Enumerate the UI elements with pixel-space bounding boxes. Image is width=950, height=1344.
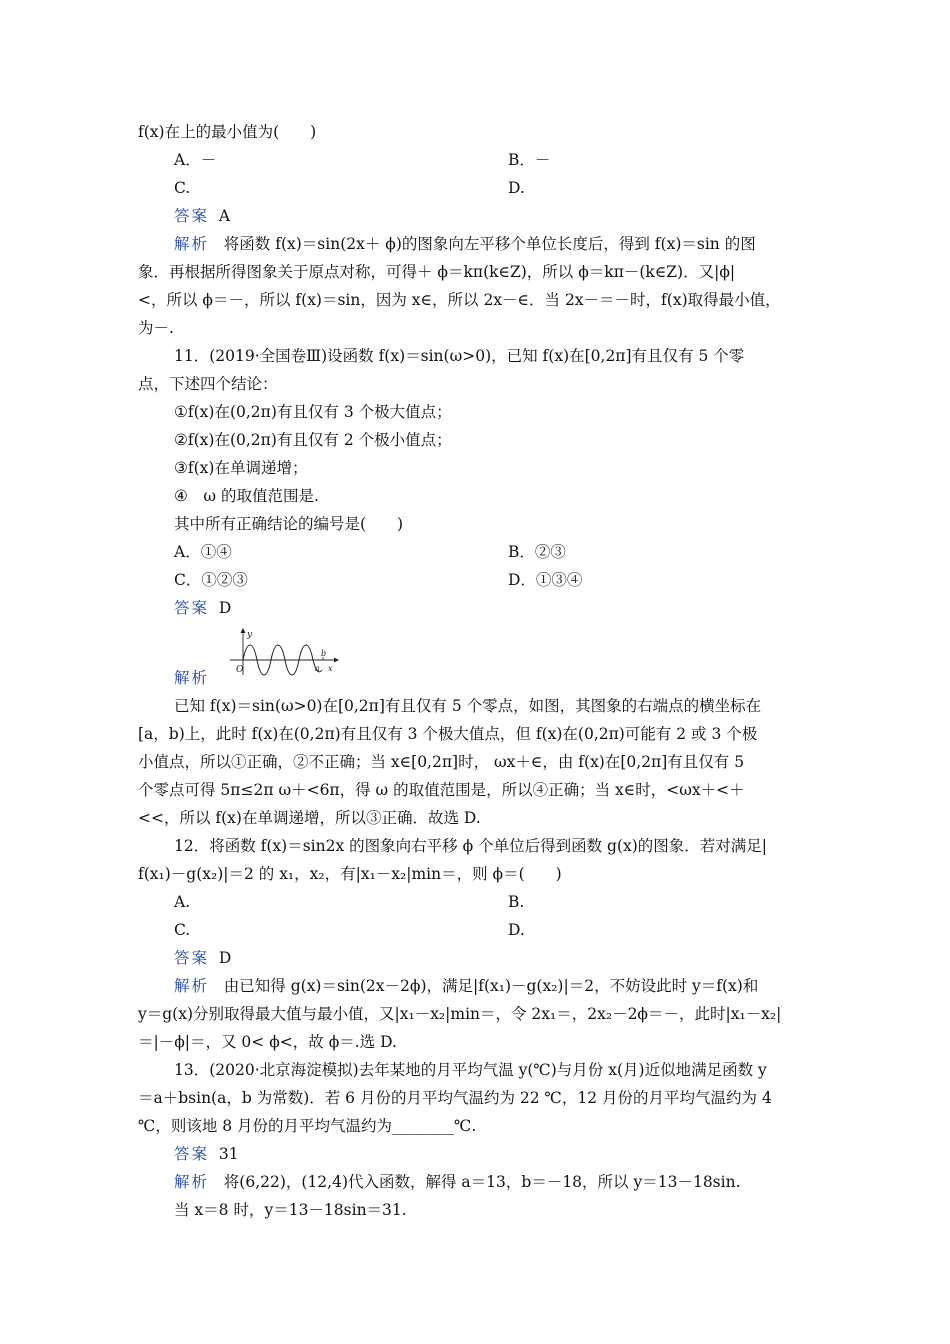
option-c: C. (174, 921, 191, 939)
statement-1: ①f(x)在(0,2π)有且仅有 3 个极大值点； (174, 403, 452, 421)
text-line: 象．再根据所得图象关于原点对称，可得＋ ϕ＝kπ(k∈Z)，所以 ϕ＝kπ－(k∈Z)．又|ϕ| (138, 263, 736, 281)
analysis-label: 解析 (174, 235, 210, 253)
text-line: 点，下述四个结论： (138, 375, 278, 393)
answer-label: 答案 (174, 599, 210, 617)
analysis-text: 将函数 f(x)＝sin(2x＋ ϕ)的图象向左平移个单位长度后，得到 f(x)＝sin 的图 (223, 235, 756, 253)
answer-line (174, 205, 230, 227)
x-axis-label: x (328, 664, 333, 673)
text-line: y＝g(x)分别取得最大值与最小值，又|x₁－x₂|min＝，令 2x₁＝，2x₂－2ϕ＝－，此时|x₁－x₂| (138, 1005, 782, 1023)
option-d: D．①③④ (508, 571, 583, 589)
origin-label: O (236, 665, 244, 675)
option-a: A. (174, 893, 191, 911)
option-a: A．－ (174, 151, 217, 169)
text-line: 已知 f(x)＝sin(ω>0)在[0,2π]有且仅有 5 个零点，如图，其图象的右端点的横坐标在 (174, 697, 762, 715)
text-line: [a，b)上，此时 f(x)在(0,2π)有且仅有 3 个极大值点，但 f(x)在(0,2π)可能有 2 或 3 个极 (138, 725, 758, 743)
text-line: 为－. (138, 319, 174, 337)
answer-line (174, 947, 231, 969)
text-line: <<，所以 f(x)在单调递增，所以③正确．故选 D. (138, 809, 481, 827)
sine-graph (230, 627, 340, 677)
analysis-label: 解析 (174, 977, 210, 995)
statement-4: ④ ω 的取值范围是. (174, 487, 319, 505)
statement-3: ③f(x)在单调递增； (174, 459, 308, 477)
y-axis-label: y (247, 630, 253, 640)
point-a-label: a (315, 664, 320, 673)
answer-label: 答案 (174, 1145, 210, 1163)
question-13: 13．(2020·北京海淀模拟)去年某地的月平均气温 y(℃)与月份 x(月)近似地满足函数 y (174, 1061, 767, 1079)
point-b-label: b (321, 649, 327, 658)
answer-label: 答案 (174, 949, 210, 967)
text-line: <，所以 ϕ＝－，所以 f(x)＝sin，因为 x∈，所以 2x－∈．当 2x－＝－时，f(x)取得最小值， (138, 291, 781, 309)
text-line: f(x)在上的最小值为( ) (138, 123, 317, 141)
answer-label: 答案 (174, 207, 210, 225)
answer-line (174, 597, 231, 619)
option-b: B. (508, 893, 525, 911)
text-line: 个零点可得 5π≤2π ω＋<6π，得 ω 的取值范围是，所以④正确；当 x∈时，<ωx＋<＋ (138, 781, 745, 799)
analysis-line (174, 975, 758, 997)
analysis-line (174, 667, 209, 689)
statement-2: ②f(x)在(0,2π)有且仅有 2 个极小值点； (174, 431, 452, 449)
text-line: 当 x＝8 时，y＝13－18sin＝31. (174, 1201, 407, 1219)
option-d: D. (508, 179, 525, 197)
analysis-label: 解析 (174, 669, 210, 687)
text-line: 其中所有正确结论的编号是( ) (174, 515, 404, 533)
analysis-text: 由已知得 g(x)＝sin(2x－2ϕ)，满足|f(x₁)－g(x₂)|＝2，不妨设此时 y＝f(x)和 (223, 977, 759, 995)
option-b: B．－ (508, 151, 551, 169)
option-c: C. (174, 179, 191, 197)
question-12: 12．将函数 f(x)＝sin2x 的图象向右平移 ϕ 个单位后得到函数 g(x)的图象．若对满足| (174, 837, 767, 855)
y-axis-arrow (241, 628, 246, 633)
answer-line (174, 1143, 239, 1165)
analysis-line (174, 1171, 741, 1193)
answer-value: D (218, 599, 232, 617)
answer-value: D (218, 949, 232, 967)
option-b: B．②③ (508, 543, 566, 561)
option-a: A．①④ (174, 543, 232, 561)
text-line: ℃，则该地 8 月份的月平均气温约为________℃. (138, 1117, 477, 1135)
analysis-line (174, 233, 756, 255)
text-line: ＝|－ϕ|＝，又 0< ϕ<，故 ϕ＝.选 D. (138, 1033, 397, 1051)
analysis-label: 解析 (174, 1173, 210, 1191)
option-c: C．①②③ (174, 571, 248, 589)
option-d: D. (508, 921, 525, 939)
answer-value: A (218, 207, 231, 225)
x-axis-arrow (334, 658, 339, 663)
analysis-text: 将(6,22)，(12,4)代入函数，解得 a＝13，b＝－18，所以 y＝13－18sin. (223, 1173, 741, 1191)
text-line: ＝a＋bsin(a，b 为常数)．若 6 月份的月平均气温约为 22 ℃，12 月份的月平均气温约为 4 (138, 1089, 772, 1107)
question-11: 11．(2019·全国卷Ⅲ)设函数 f(x)＝sin(ω>0)，已知 f(x)在[0,2π]有且仅有 5 个零 (174, 347, 745, 365)
text-line: 小值点，所以①正确，②不正确；当 x∈[0,2π]时， ωx＋∈，由 f(x)在[0,2π]有且仅有 5 (138, 753, 745, 771)
answer-value: 31 (218, 1145, 239, 1163)
text-line: f(x₁)－g(x₂)|＝2 的 x₁，x₂，有|x₁－x₂|min＝，则 ϕ＝( ) (138, 865, 562, 883)
